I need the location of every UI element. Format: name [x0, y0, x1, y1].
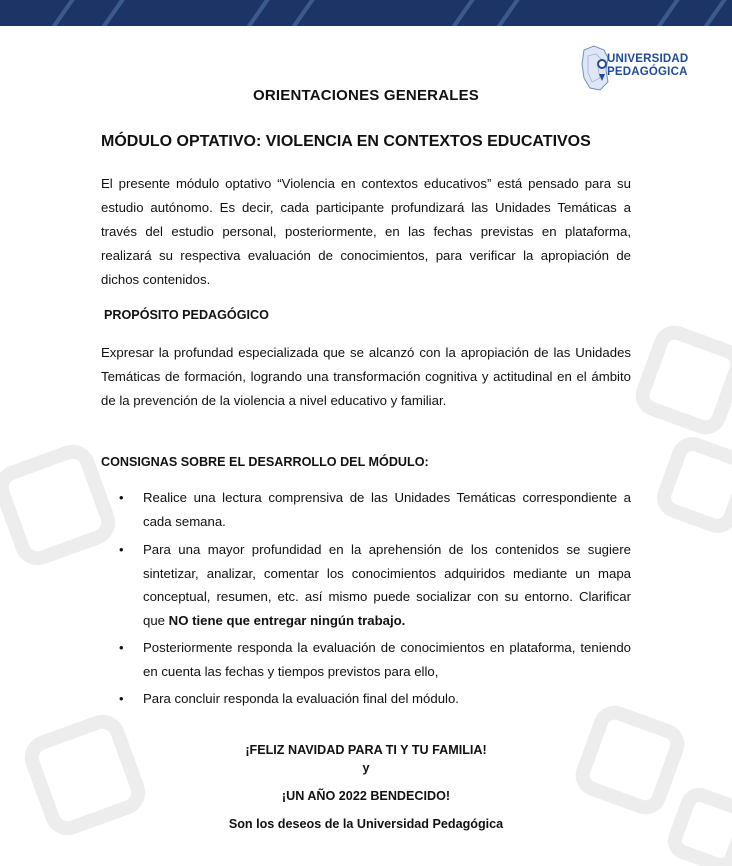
module-title: MÓDULO OPTATIVO: VIOLENCIA EN CONTEXTOS EDUCATIVOS — [101, 133, 591, 150]
list-item — [101, 538, 631, 632]
header-stripe — [287, 0, 317, 26]
page-title: ORIENTACIONES GENERALES — [252, 87, 479, 104]
closing-conjunction: y — [362, 761, 370, 775]
header-bar — [0, 0, 732, 26]
bullet-icon: • — [119, 542, 124, 557]
list-item-emphasis: NO tiene que entregar ningún trabajo. — [168, 612, 406, 628]
intro-paragraph: El presente módulo optativo “Violencia en contextos educativos” está pensado para su estudio autónomo. Es decir, cada participante profundizará las Unidades Temáticas a través del estudio personal, posteriormente, en las fechas previstas en plataforma, realizará su respectiva evaluación de conocimientos, para verificar la apropiación de dichos contenidos. — [101, 176, 631, 287]
bullet-icon: • — [119, 691, 124, 706]
header-stripe — [492, 0, 522, 26]
list-item — [101, 687, 631, 711]
list-item-text: Para una mayor profundidad en la aprehensión de los contenidos se sugiere sintetizar, analizar, comentar los conocimientos adquiridos mediante un mapa conceptual, resumen, etc. así mismo puede socializar con su entorno. Clarificar que — [143, 542, 631, 628]
closing-greeting: ¡FELIZ NAVIDAD PARA TI Y TU FAMILIA! — [245, 743, 487, 757]
purpose-paragraph: Expresar la profundad especializada que se alcanzó con la apropiación de las Unidades Temáticas de formación, logrando una transformación cognitiva y actitudinal en el ámbito de la prevención de la violencia a nivel educativo y familiar. — [101, 345, 631, 408]
closing-new-year: ¡UN AÑO 2022 BENDECIDO! — [281, 789, 451, 803]
closing-signature: Son los deseos de la Universidad Pedagógica — [228, 817, 504, 831]
list-item — [101, 636, 631, 683]
header-stripe — [699, 0, 729, 26]
bullet-icon: • — [119, 490, 124, 505]
instructions-heading: CONSIGNAS SOBRE EL DESARROLLO DEL MÓDULO: — [101, 455, 429, 469]
list-item-text: Realice una lectura comprensiva de las Unidades Temáticas correspondiente a cada semana. — [143, 490, 631, 529]
logo-line1: UNIVERSIDAD — [607, 53, 689, 65]
bullet-icon: • — [119, 640, 124, 655]
purpose-heading: PROPÓSITO PEDAGÓGICO — [104, 308, 269, 322]
header-stripe — [447, 0, 477, 26]
header-stripe — [47, 0, 77, 26]
logo-line2: PEDAGÓGICA — [607, 66, 688, 78]
header-stripe — [652, 0, 682, 26]
logo-text — [607, 53, 688, 79]
list-item-text: Para concluir responda la evaluación final del módulo. — [143, 691, 459, 706]
header-stripe — [97, 0, 127, 26]
instructions-list — [101, 486, 631, 711]
list-item — [101, 486, 631, 533]
list-item-text: Posteriormente responda la evaluación de conocimientos en plataforma, teniendo en cuenta las fechas y tiempos previstos para ello, — [143, 640, 631, 679]
header-stripe — [242, 0, 272, 26]
